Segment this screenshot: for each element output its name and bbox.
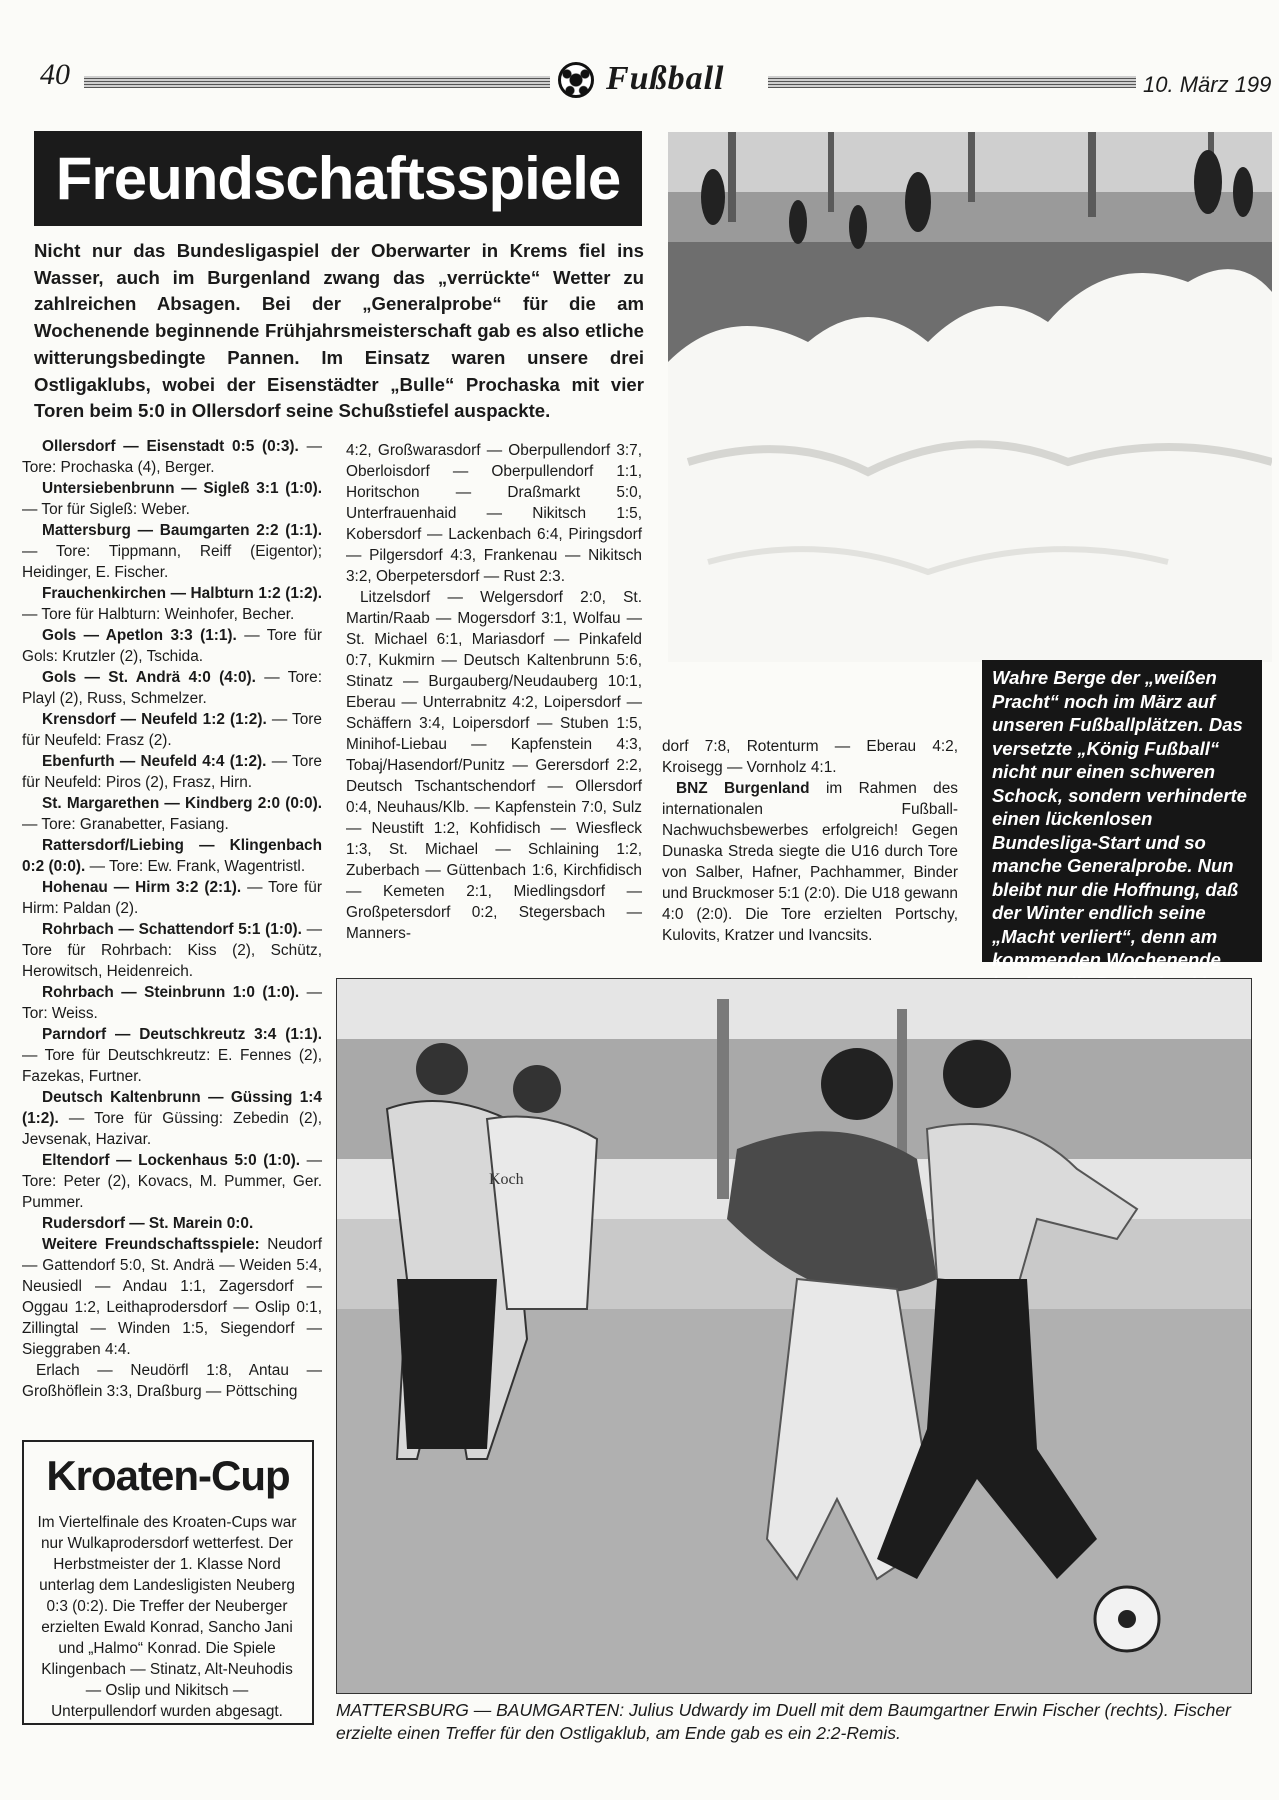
result-match: Weitere Freundschaftsspiele: bbox=[42, 1236, 260, 1253]
result-match: Gols — St. Andrä 4:0 (4:0). bbox=[42, 669, 256, 686]
result-entry bbox=[22, 1150, 322, 1213]
result-match: Eltendorf — Lockenhaus 5:0 (1:0). bbox=[42, 1152, 301, 1169]
result-detail: — Tore: Peter (2), Kovacs, M. Pummer, Ger. Pummer. bbox=[22, 1152, 323, 1211]
result-entry bbox=[22, 835, 322, 877]
result-match: Krensdorf — Neufeld 1:2 (1:2). bbox=[42, 711, 267, 728]
col3-paragraph-1: dorf 7:8, Rotenturm — Eberau 4:2, Kroisegg — Vornholz 4:1. bbox=[662, 738, 958, 776]
result-detail: — Tore: Playl (2), Russ, Schmelzer. bbox=[22, 669, 322, 707]
result-detail: — Tore für Gols: Krutzler (2), Tschida. bbox=[22, 627, 322, 665]
kroaten-cup-text: Im Viertelfinale des Kroaten-Cups war nur Wulkaprodersdorf wetterfest. Der Herbstmeister der 1. Klasse Nord unterlag dem Landesligisten Neuberg 0:3 (0:2). Die Treffer der Neuberger erzielten Ewald Konrad, Sancho Jani und „Halmo“ Konrad. Die Spiele Klingenbach — Stinatz, Alt-Neuhodis — Oslip und Nikitsch — Unterpullendorf wurden abgesagt. bbox=[37, 1514, 297, 1720]
result-match: Deutsch Kaltenbrunn — Güssing 1:4 (1:2). bbox=[22, 1089, 322, 1127]
result-entry bbox=[22, 982, 322, 1024]
result-entry bbox=[22, 1213, 322, 1234]
issue-date: 10. März 199 bbox=[1143, 72, 1272, 97]
result-entry bbox=[22, 793, 322, 835]
results-column-2 bbox=[346, 440, 642, 944]
result-match: Ebenfurth — Neufeld 4:4 (1:2). bbox=[42, 753, 267, 770]
col2-paragraph-1: 4:2, Großwarasdorf — Oberpullendorf 3:7, Oberloisdorf — Oberpullendorf 1:1, Horitschon — Draßmarkt 5:0, Unterfrauenhaid — Nikitsch 1:5, Kobersdorf — Lackenbach 6:4, Piringsdorf — Pilgersdorf 4:3, Frankenau — Nikitsch 3:2, Oberpetersdorf — Rust 2:3. bbox=[346, 442, 642, 585]
snow-photo-image bbox=[668, 132, 1272, 662]
soccer-ball-icon bbox=[558, 62, 594, 98]
result-detail: — Tore für Neufeld: Frasz (2). bbox=[22, 711, 322, 749]
result-entry bbox=[22, 625, 322, 667]
kroaten-cup-title: Kroaten-Cup bbox=[46, 1452, 290, 1499]
result-entry bbox=[22, 520, 322, 583]
result-match: Rohrbach — Steinbrunn 1:0 (1:0). bbox=[42, 984, 300, 1001]
result-entry bbox=[22, 877, 322, 919]
result-entry bbox=[22, 709, 322, 751]
result-match: Untersiebenbrunn — Sigleß 3:1 (1:0). bbox=[42, 480, 322, 497]
shirt-lettering: Koch bbox=[489, 1171, 524, 1188]
results-list bbox=[22, 436, 322, 1360]
result-detail: — Tore: Tippmann, Reiff (Eigentor); Heidinger, E. Fischer. bbox=[22, 543, 322, 581]
result-detail: — Tore: Ew. Frank, Wagentristl. bbox=[85, 858, 306, 875]
result-detail: — Tore: Prochaska (4), Berger. bbox=[22, 438, 322, 476]
result-detail: — Tore für Neufeld: Piros (2), Frasz, Hirn. bbox=[22, 753, 322, 791]
snow-photo-caption: Wahre Berge der „weißen Pracht“ noch im März auf unseren Fußballplätzen. Das versetzte „König Fußball“ nicht nur einen schweren Schock, sondern verhinderte einen lückenlosen Bundesliga-Start und so manche Generalprobe. Nun bleibt nur die Hoffnung, daß der Winter endlich seine „Macht verliert“, denn am kommenden Wochenende bbox=[982, 660, 1262, 962]
result-match: Ollersdorf — Eisenstadt 0:5 (0:3). bbox=[42, 438, 299, 455]
result-match: Frauchenkirchen — Halbturn 1:2 (1:2). bbox=[42, 585, 322, 602]
result-match: Rohrbach — Schattendorf 5:1 (1:0). bbox=[42, 921, 302, 938]
result-entry bbox=[22, 1087, 322, 1150]
result-detail: — Tore für Rohrbach: Kiss (2), Schütz, Herowitsch, Heidenreich. bbox=[22, 921, 322, 980]
col1-end-text: Erlach — Neudörfl 1:8, Antau — Großhöflein 3:3, Draßburg — Pöttsching bbox=[22, 1362, 322, 1400]
result-detail: — Tore für Deutschkreutz: E. Fennes (2), Fazekas, Furtner. bbox=[22, 1047, 322, 1085]
article-headline: Freundschaftsspiele bbox=[34, 131, 642, 226]
result-detail: — Tore für Hirm: Paldan (2). bbox=[22, 879, 322, 917]
result-entry bbox=[22, 919, 322, 982]
article-lead: Nicht nur das Bundesligaspiel der Oberwarter in Krems fiel ins Wasser, auch im Burgenland zwang das „verrückte“ Wetter zu zahlreichen Absagen. Bei der „Generalprobe“ für die am Wochenende beginnende Frühjahrsmeisterschaft gab es also etliche witterungsbedingte Pannen. Im Einsatz waren unsere drei Ostligaklubs, wobei der Eisenstädter „Bulle“ Prochaska mit vier Toren beim 5:0 in Ollersdorf seine Schußstiefel auspackte. bbox=[34, 240, 644, 422]
result-detail: — Tore: Granabetter, Fasiang. bbox=[22, 816, 229, 833]
match-photo-image bbox=[337, 979, 1251, 1693]
col3-bold-lead: BNZ Burgenland bbox=[676, 780, 810, 797]
result-entry bbox=[22, 667, 322, 709]
match-photo-caption: MATTERSBURG — BAUMGARTEN: Julius Udwardy im Duell mit dem Baumgartner Erwin Fischer (rechts). Fischer erzielte einen Treffer für den Ostligaklub, am Ende gab es ein 2:2-Remis. bbox=[336, 1700, 1231, 1743]
result-entry bbox=[22, 478, 322, 520]
snow-photo bbox=[668, 132, 1272, 662]
result-entry bbox=[22, 583, 322, 625]
result-match: Rudersdorf — St. Marein 0:0. bbox=[42, 1215, 254, 1232]
result-match: St. Margarethen — Kindberg 2:0 (0:0). bbox=[42, 795, 322, 812]
result-detail: — Tore für Güssing: Zebedin (2), Jevsenak, Hazivar. bbox=[22, 1110, 322, 1148]
col3-paragraph-2: im Rahmen des internationalen Fußball-Nachwuchsbewerbes erfolgreich! Gegen Dunaska Streda siegte die U16 durch Tore von Salber, Hafner, Pachhammer, Binder und Bruckmoser 5:1 (2:0). Die U18 gewann 4:0 (2:0). Die Tore erzielten Portschy, Kulovits, Kratzer und Ivancsits. bbox=[662, 780, 958, 944]
result-entry bbox=[22, 1024, 322, 1087]
result-entry bbox=[22, 436, 322, 478]
result-detail: Neudorf — Gattendorf 5:0, St. Andrä — Weiden 5:4, Neusiedl — Andau 1:1, Zagersdorf — Oggau 1:2, Leithaprodersdorf — Oslip 0:1, Zillingtal — Winden 1:5, Siegendorf — Sieggraben 4:4. bbox=[22, 1236, 322, 1358]
result-match: Mattersburg — Baumgarten 2:2 (1:1). bbox=[42, 522, 322, 539]
result-match: Parndorf — Deutschkreutz 3:4 (1:1). bbox=[42, 1026, 322, 1043]
match-photo bbox=[336, 978, 1252, 1694]
results-column-1 bbox=[22, 436, 322, 1402]
header-rule-left bbox=[84, 76, 550, 88]
header-rule-right bbox=[768, 76, 1136, 88]
result-match: Gols — Apetlon 3:3 (1:1). bbox=[42, 627, 237, 644]
section-title: Fußball bbox=[606, 60, 725, 97]
result-match: Hohenau — Hirm 3:2 (2:1). bbox=[42, 879, 242, 896]
result-match: Rattersdorf/Liebing — Klingenbach 0:2 (0:0). bbox=[22, 837, 322, 875]
result-entry bbox=[22, 1234, 322, 1360]
result-entry bbox=[22, 751, 322, 793]
page-number: 40 bbox=[40, 58, 70, 91]
col2-paragraph-2: Litzelsdorf — Welgersdorf 2:0, St. Martin/Raab — Mogersdorf 3:1, Wolfau — St. Michael 6:1, Mariasdorf — Pinkafeld 0:7, Kukmirn — Deutsch Kaltenbrunn 5:6, Stinatz — Burgauberg/Neudauberg 10:1, Eberau — Unterrabnitz 4:2, Loipersdorf — Schäffern 3:4, Loipersdorf — Stuben 1:5, Minihof-Liebau — Kapfenstein 4:3, Tobaj/Hasendorf/Punitz — Gerersdorf 2:2, Deutsch Tschantschendorf — Ollersdorf 0:4, Neuhaus/Klb. — Kapfenstein 7:0, Sulz — Neustift 1:2, Kohfidisch — Wiesfleck 1:3, St. Michael — Schlaining 1:2, Zuberbach — Güttenbach 1:6, Kirchfidisch — Kemeten 2:1, Miedlingsdorf — Großpetersdorf 0:2, Stegersbach — Manners- bbox=[346, 589, 642, 942]
result-detail: — Tor für Sigleß: Weber. bbox=[22, 501, 190, 518]
result-detail: — Tore für Halbturn: Weinhofer, Becher. bbox=[22, 606, 295, 623]
result-detail: — Tor: Weiss. bbox=[22, 984, 322, 1022]
results-column-3 bbox=[662, 736, 958, 946]
